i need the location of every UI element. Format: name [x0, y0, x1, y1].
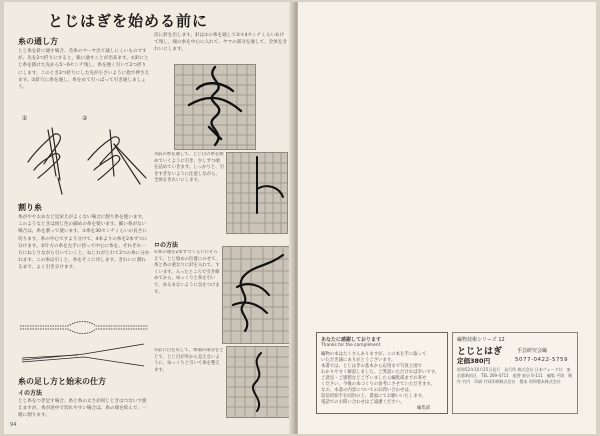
- colophon-fine-print: 昭和52年10月25日発行 発行所 株式会社 日本ヴォーグ社 東京都新宿区 TEL 269-4711 振替 東京 6-111 編集 平岡 制作 竹内 印刷 共同印刷株式会社 製本 明和製本株式会社: [457, 367, 573, 384]
- ends-body: とじ糸をつぎ足す場合、糸と糸の太さが同じときはつないで使えますが、糸が途中で切れやすい場合は、糸の端を結んで、一緒に割ります。: [18, 399, 147, 419]
- middle-caption-1: ③前の糸を通して、とじ目の糸を緩めていくように引き、少しずつ端を詰めていきます。しっかりと、引きすぎないように注意しながら、全体をきれいにします。: [154, 152, 224, 184]
- splitting-body: 糸がやや太めなど見栄えがよくない場合に割り糸を使います。このようなときは同じ色の細めの糸を使います。細い糸がない場合は、糸を割って使います。①糸を30センチくらいの長さに切ります。糸の中心ですより分けて、4本よりの糸を2本ずつに分けます。②片方の糸を左手に持って中心に糸を、それぞれ一方にねじりながら引いていくと、ねじれがとれて2つの糸に分かれます。この糸は引くと、糸をそこに戻します。きれいに割れるまで、よく引き分けます。: [18, 215, 150, 271]
- threading-body: とじ糸を針に通す場合、毛糸のマーヤ出て通しにくいものですが、先を2つ折りにすると、楽に通すことが出来ます。①針にとじ糸を掛けた先から5〜6センチ残し、糸を強く引いて2つ折りにします。このとき2つ折りにした先が小さいように指で押さえます。②針穴に糸を通し、糸をめて引っぱって引き通しましょう。: [18, 49, 150, 91]
- knit-photo-4: [226, 346, 290, 418]
- figure-number-1: ①: [22, 115, 28, 122]
- middle-top-text: 次に針を出します。針は①の糸を通して②＊4センチくらいあけて残し、端の糸を中心に入れて、ヤマの部分を通して、全体をきれいにします。: [154, 33, 288, 53]
- right-page: [298, 2, 596, 434]
- book-editor: 手芸研究会編: [517, 348, 548, 354]
- colophon-box: [452, 332, 578, 414]
- notice-line: 本書では、とじはぎの基本から応用まで写真と図で: [321, 364, 422, 369]
- splitting-heading: 割り糸: [18, 203, 42, 212]
- ends-heading: 糸の足し方と始末の仕方: [18, 377, 106, 386]
- middle-caption-3: ②前に目を戻して、糸端の部分をとじて、とじ目が外から見えないように、ゆっくりと引いて糸を整えます。: [154, 348, 224, 373]
- notice-line: なお、本書の内容についてのお問い合わせは、: [321, 388, 414, 393]
- figure-number-2: ②: [82, 115, 88, 122]
- notice-subtitle: Thanks for the compliment: [321, 343, 381, 348]
- threading-heading: 糸の通し方: [18, 37, 58, 46]
- notice-line: ご意見・ご感想などございましたら編集部までお寄せ: [321, 376, 427, 381]
- notice-line: わかりやすく解説しました。ご愛読いただければ幸いです。: [321, 370, 440, 375]
- knit-photo-3: [222, 246, 290, 344]
- notice-line: ください。今後の本づくりの参考にさせていただきます。: [321, 382, 435, 387]
- middle-caption-2: ①糸の端を2本ずつくらいにそろえて、とじ始めの位置にのせて、糸と糸の重なりに針を入れて、すくいます。入ったところで引き締めてから、ゆっくりと糸を引いて、ゆるまないように気をつけます。: [154, 250, 220, 295]
- method-ro-heading: ロの方法: [154, 242, 179, 249]
- notice-signature: 編集部: [417, 406, 431, 411]
- notice-line: 編物の本はたくさんありますが、この本を手に取って: [321, 352, 427, 357]
- book-code: 5077-0422-5759: [515, 357, 568, 363]
- notice-line: いただき誠にありがとうございます。: [321, 358, 396, 363]
- left-page: [4, 2, 295, 434]
- page-title: とじはぎを始める前に: [48, 12, 209, 30]
- notice-title: あなたに感謝しております: [321, 337, 382, 343]
- notice-line: 電話でのお問い合わせはご遠慮ください。: [321, 400, 405, 405]
- series-name: 編物技術シリーズ 12: [457, 337, 505, 343]
- threading-illustration: [18, 120, 153, 196]
- notice-box: [316, 332, 448, 414]
- page-number: 94: [10, 422, 17, 428]
- knit-photo-2: [226, 152, 288, 234]
- ends-subheading: イの方法: [18, 390, 43, 397]
- split-yarn-illustration: [18, 316, 150, 370]
- notice-line: 返信用切手を同封の上、書面にてお願いいたします。: [321, 394, 427, 399]
- book-price: 定価380円: [457, 357, 491, 365]
- book-title: とじとはぎ: [457, 347, 503, 357]
- knit-photo-1: [174, 64, 256, 150]
